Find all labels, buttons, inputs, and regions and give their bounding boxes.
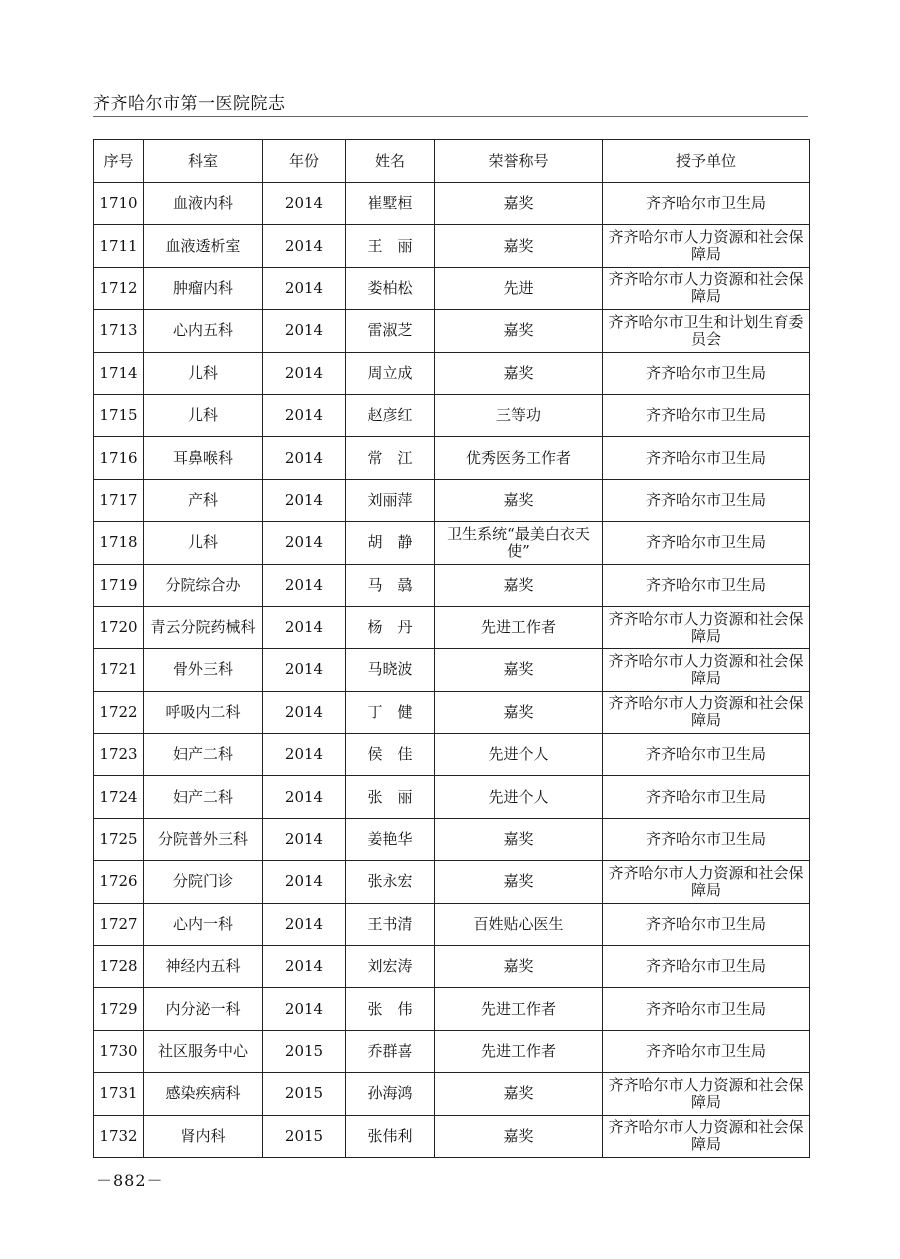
cell-year: 2014 xyxy=(263,352,346,394)
cell-name: 姜艳华 xyxy=(346,818,435,860)
cell-awarding-unit: 齐齐哈尔市卫生局 xyxy=(603,522,810,564)
table-row xyxy=(94,1115,810,1157)
table-row xyxy=(94,394,810,436)
cell-honor: 嘉奖 xyxy=(435,183,603,225)
cell-awarding-unit: 齐齐哈尔市卫生局 xyxy=(603,1030,810,1072)
header-rule xyxy=(93,116,808,117)
table-row xyxy=(94,1030,810,1072)
cell-year: 2015 xyxy=(263,1030,346,1072)
cell-year: 2014 xyxy=(263,606,346,648)
cell-department: 分院综合办 xyxy=(144,564,263,606)
table-header-row xyxy=(94,140,810,183)
cell-honor: 嘉奖 xyxy=(435,310,603,352)
table-row xyxy=(94,691,810,733)
cell-name: 王书清 xyxy=(346,903,435,945)
cell-year: 2014 xyxy=(263,734,346,776)
cell-name: 马 骉 xyxy=(346,564,435,606)
cell-department: 内分泌一科 xyxy=(144,988,263,1030)
cell-honor: 嘉奖 xyxy=(435,861,603,903)
cell-honor: 先进个人 xyxy=(435,776,603,818)
cell-honor: 嘉奖 xyxy=(435,691,603,733)
cell-index: 1732 xyxy=(94,1115,144,1157)
header-cell-awarding-unit: 授予单位 xyxy=(603,140,810,183)
cell-index: 1727 xyxy=(94,903,144,945)
cell-honor: 百姓贴心医生 xyxy=(435,903,603,945)
cell-honor: 先进工作者 xyxy=(435,606,603,648)
cell-index: 1713 xyxy=(94,310,144,352)
table-row xyxy=(94,606,810,648)
cell-awarding-unit: 齐齐哈尔市人力资源和社会保障局 xyxy=(603,225,810,267)
cell-department: 社区服务中心 xyxy=(144,1030,263,1072)
cell-year: 2014 xyxy=(263,649,346,691)
cell-awarding-unit: 齐齐哈尔市人力资源和社会保障局 xyxy=(603,649,810,691)
cell-name: 张 丽 xyxy=(346,776,435,818)
cell-awarding-unit: 齐齐哈尔市卫生局 xyxy=(603,946,810,988)
table-row xyxy=(94,522,810,564)
table-row xyxy=(94,903,810,945)
cell-name: 刘丽萍 xyxy=(346,479,435,521)
cell-index: 1719 xyxy=(94,564,144,606)
cell-name: 张伟利 xyxy=(346,1115,435,1157)
cell-honor: 先进个人 xyxy=(435,734,603,776)
header-cell-department: 科室 xyxy=(144,140,263,183)
cell-index: 1722 xyxy=(94,691,144,733)
cell-year: 2014 xyxy=(263,988,346,1030)
cell-honor: 优秀医务工作者 xyxy=(435,437,603,479)
cell-year: 2014 xyxy=(263,946,346,988)
cell-department: 血液透析室 xyxy=(144,225,263,267)
table-row xyxy=(94,818,810,860)
cell-year: 2014 xyxy=(263,183,346,225)
cell-year: 2014 xyxy=(263,479,346,521)
table-row xyxy=(94,267,810,309)
cell-honor: 嘉奖 xyxy=(435,225,603,267)
cell-awarding-unit: 齐齐哈尔市卫生局 xyxy=(603,564,810,606)
cell-name: 张永宏 xyxy=(346,861,435,903)
table-row xyxy=(94,225,810,267)
table-row xyxy=(94,946,810,988)
cell-department: 分院门诊 xyxy=(144,861,263,903)
cell-name: 张 伟 xyxy=(346,988,435,1030)
table-row xyxy=(94,564,810,606)
page-number: －882－ xyxy=(96,1171,164,1190)
cell-index: 1724 xyxy=(94,776,144,818)
cell-awarding-unit: 齐齐哈尔市卫生局 xyxy=(603,479,810,521)
cell-name: 赵彦红 xyxy=(346,394,435,436)
cell-department: 儿科 xyxy=(144,522,263,564)
cell-honor: 先进工作者 xyxy=(435,988,603,1030)
cell-name: 雷淑芝 xyxy=(346,310,435,352)
cell-awarding-unit: 齐齐哈尔市人力资源和社会保障局 xyxy=(603,1073,810,1115)
cell-index: 1712 xyxy=(94,267,144,309)
cell-department: 青云分院药械科 xyxy=(144,606,263,648)
cell-awarding-unit: 齐齐哈尔市卫生局 xyxy=(603,183,810,225)
cell-year: 2014 xyxy=(263,776,346,818)
cell-year: 2015 xyxy=(263,1073,346,1115)
cell-index: 1729 xyxy=(94,988,144,1030)
cell-honor: 嘉奖 xyxy=(435,649,603,691)
cell-year: 2015 xyxy=(263,1115,346,1157)
table-row xyxy=(94,352,810,394)
table-row xyxy=(94,988,810,1030)
table-row xyxy=(94,734,810,776)
cell-index: 1711 xyxy=(94,225,144,267)
cell-awarding-unit: 齐齐哈尔市卫生局 xyxy=(603,818,810,860)
cell-department: 分院普外三科 xyxy=(144,818,263,860)
cell-awarding-unit: 齐齐哈尔市卫生局 xyxy=(603,734,810,776)
cell-year: 2014 xyxy=(263,564,346,606)
table-row xyxy=(94,437,810,479)
cell-index: 1710 xyxy=(94,183,144,225)
cell-index: 1720 xyxy=(94,606,144,648)
cell-department: 心内五科 xyxy=(144,310,263,352)
cell-index: 1717 xyxy=(94,479,144,521)
cell-index: 1714 xyxy=(94,352,144,394)
cell-department: 妇产二科 xyxy=(144,776,263,818)
cell-department: 骨外三科 xyxy=(144,649,263,691)
cell-year: 2014 xyxy=(263,903,346,945)
cell-year: 2014 xyxy=(263,437,346,479)
cell-department: 耳鼻喉科 xyxy=(144,437,263,479)
cell-year: 2014 xyxy=(263,310,346,352)
cell-year: 2014 xyxy=(263,861,346,903)
cell-year: 2014 xyxy=(263,394,346,436)
cell-awarding-unit: 齐齐哈尔市人力资源和社会保障局 xyxy=(603,691,810,733)
cell-name: 刘宏涛 xyxy=(346,946,435,988)
cell-year: 2014 xyxy=(263,267,346,309)
cell-awarding-unit: 齐齐哈尔市人力资源和社会保障局 xyxy=(603,267,810,309)
cell-department: 产科 xyxy=(144,479,263,521)
table-row xyxy=(94,861,810,903)
cell-index: 1721 xyxy=(94,649,144,691)
cell-department: 儿科 xyxy=(144,394,263,436)
cell-department: 神经内五科 xyxy=(144,946,263,988)
cell-awarding-unit: 齐齐哈尔市卫生局 xyxy=(603,988,810,1030)
cell-index: 1723 xyxy=(94,734,144,776)
cell-honor: 嘉奖 xyxy=(435,1115,603,1157)
cell-name: 孙海鸿 xyxy=(346,1073,435,1115)
cell-honor: 嘉奖 xyxy=(435,946,603,988)
cell-name: 丁 健 xyxy=(346,691,435,733)
cell-honor: 三等功 xyxy=(435,394,603,436)
cell-department: 肾内科 xyxy=(144,1115,263,1157)
table-body xyxy=(94,183,810,1158)
cell-awarding-unit: 齐齐哈尔市人力资源和社会保障局 xyxy=(603,606,810,648)
cell-department: 血液内科 xyxy=(144,183,263,225)
cell-index: 1731 xyxy=(94,1073,144,1115)
cell-index: 1716 xyxy=(94,437,144,479)
cell-name: 常 江 xyxy=(346,437,435,479)
header-cell-year: 年份 xyxy=(263,140,346,183)
cell-department: 儿科 xyxy=(144,352,263,394)
cell-index: 1715 xyxy=(94,394,144,436)
cell-awarding-unit: 齐齐哈尔市卫生局 xyxy=(603,903,810,945)
cell-department: 感染疾病科 xyxy=(144,1073,263,1115)
running-head: 齐齐哈尔市第一医院院志 xyxy=(93,94,286,114)
header-cell-honor: 荣誉称号 xyxy=(435,140,603,183)
table-row xyxy=(94,183,810,225)
cell-year: 2014 xyxy=(263,691,346,733)
cell-honor: 嘉奖 xyxy=(435,818,603,860)
cell-honor: 先进工作者 xyxy=(435,1030,603,1072)
cell-awarding-unit: 齐齐哈尔市卫生局 xyxy=(603,352,810,394)
cell-honor: 嘉奖 xyxy=(435,352,603,394)
cell-name: 崔墅桓 xyxy=(346,183,435,225)
cell-name: 娄柏松 xyxy=(346,267,435,309)
cell-department: 心内一科 xyxy=(144,903,263,945)
header-cell-index: 序号 xyxy=(94,140,144,183)
cell-honor: 嘉奖 xyxy=(435,564,603,606)
cell-awarding-unit: 齐齐哈尔市卫生局 xyxy=(603,776,810,818)
cell-index: 1728 xyxy=(94,946,144,988)
cell-name: 乔群喜 xyxy=(346,1030,435,1072)
cell-honor: 先进 xyxy=(435,267,603,309)
cell-year: 2014 xyxy=(263,818,346,860)
cell-department: 呼吸内二科 xyxy=(144,691,263,733)
cell-awarding-unit: 齐齐哈尔市卫生局 xyxy=(603,437,810,479)
cell-year: 2014 xyxy=(263,225,346,267)
table-row xyxy=(94,776,810,818)
cell-index: 1726 xyxy=(94,861,144,903)
cell-name: 杨 丹 xyxy=(346,606,435,648)
cell-name: 侯 佳 xyxy=(346,734,435,776)
table-row xyxy=(94,479,810,521)
cell-name: 马晓波 xyxy=(346,649,435,691)
cell-department: 肿瘤内科 xyxy=(144,267,263,309)
table-row xyxy=(94,1073,810,1115)
cell-department: 妇产二科 xyxy=(144,734,263,776)
cell-honor: 嘉奖 xyxy=(435,1073,603,1115)
cell-honor: 卫生系统“最美白衣天使” xyxy=(435,522,603,564)
cell-index: 1718 xyxy=(94,522,144,564)
cell-awarding-unit: 齐齐哈尔市卫生局 xyxy=(603,394,810,436)
cell-awarding-unit: 齐齐哈尔市人力资源和社会保障局 xyxy=(603,1115,810,1157)
cell-year: 2014 xyxy=(263,522,346,564)
cell-index: 1730 xyxy=(94,1030,144,1072)
cell-awarding-unit: 齐齐哈尔市卫生和计划生育委员会 xyxy=(603,310,810,352)
cell-name: 胡 静 xyxy=(346,522,435,564)
cell-name: 王 丽 xyxy=(346,225,435,267)
cell-awarding-unit: 齐齐哈尔市人力资源和社会保障局 xyxy=(603,861,810,903)
cell-name: 周立成 xyxy=(346,352,435,394)
cell-honor: 嘉奖 xyxy=(435,479,603,521)
table-row xyxy=(94,310,810,352)
cell-index: 1725 xyxy=(94,818,144,860)
table-row xyxy=(94,649,810,691)
header-cell-name: 姓名 xyxy=(346,140,435,183)
honors-table xyxy=(93,139,810,1158)
